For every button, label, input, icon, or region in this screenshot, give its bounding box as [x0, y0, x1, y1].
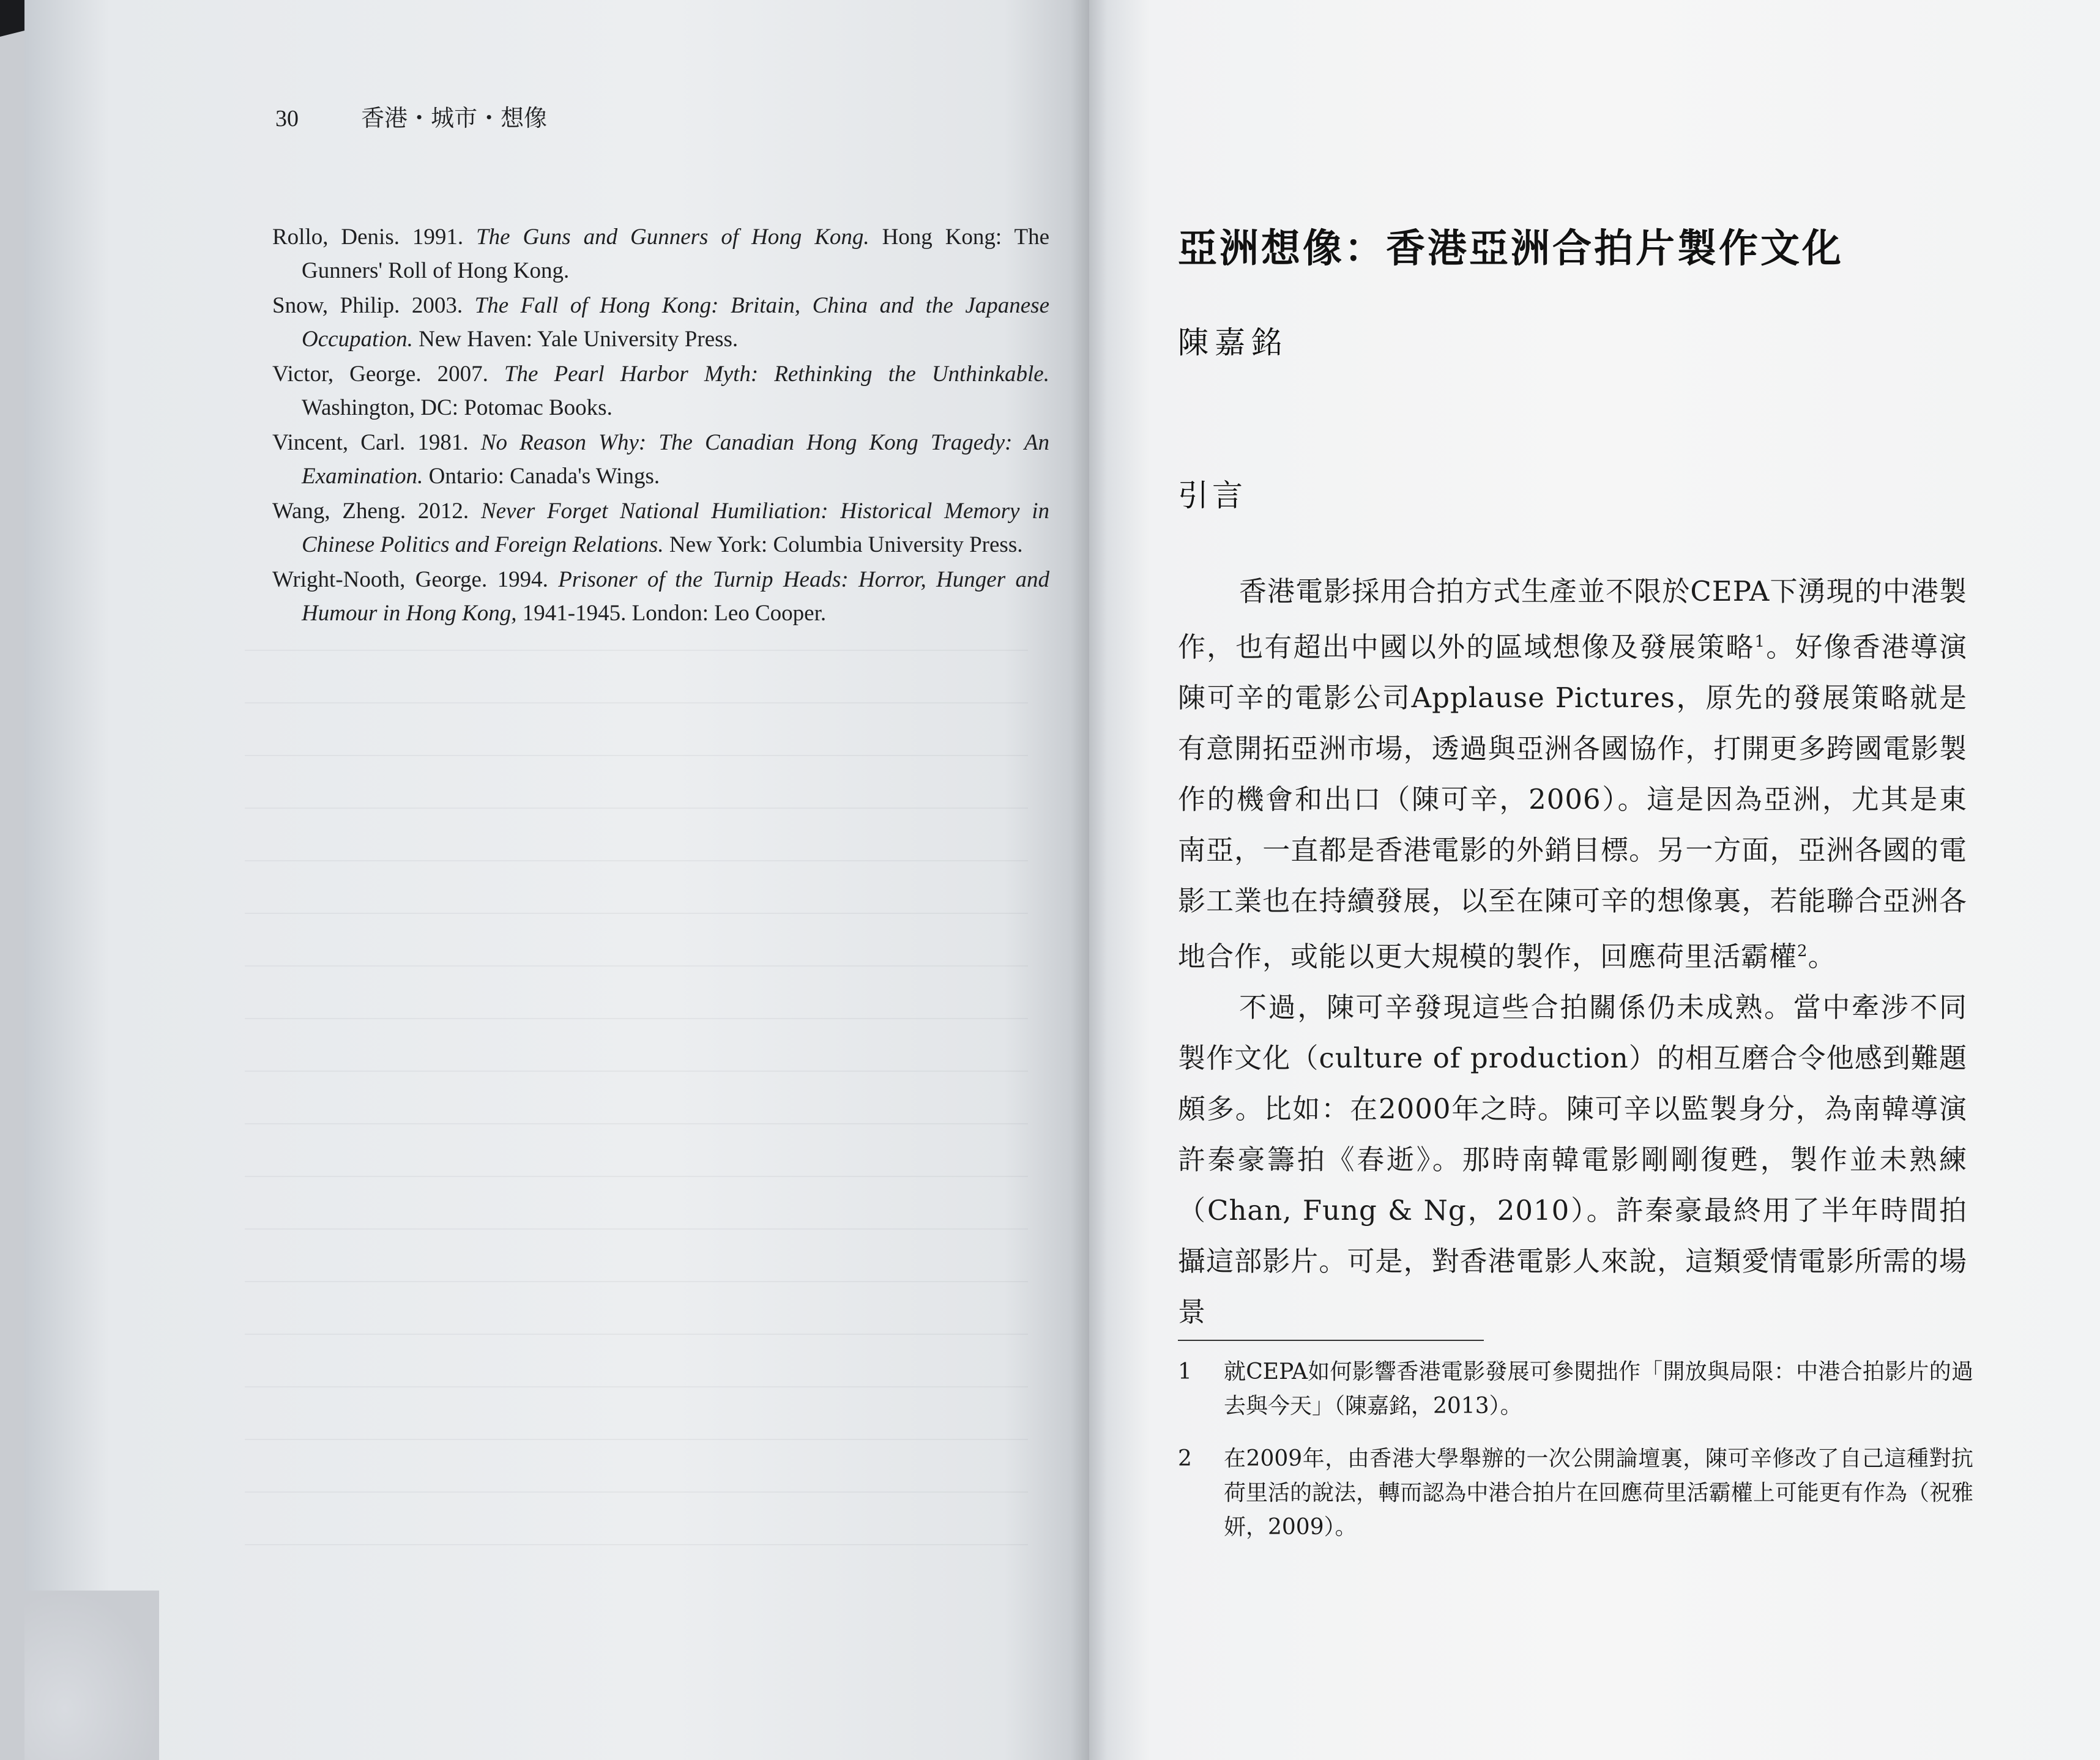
footnote-divider — [1178, 1340, 1484, 1341]
reference-title: The Pearl Harbor Myth: Rethinking the Unthinkable. — [504, 362, 1049, 387]
footnote-ref: 2 — [1797, 942, 1808, 960]
reference-author: Vincent, Carl. 1981. — [272, 430, 481, 455]
book-title: 香港・城市・想像 — [361, 105, 548, 132]
footnote-number: 1 — [1178, 1359, 1192, 1384]
reference-list — [272, 220, 1049, 631]
paragraph-text: 。好像香港導演陳可辛的電影公司Applause Pictures，原先的發展策略就是有意開拓亞洲市場，透過與亞洲各國協作，打開更多跨國電影製作的機會和出口（陳可辛，2006）。這是因為亞洲，尤其是東南亞，一直都是香港電影的外銷目標。另一方面，亞洲各國的電影工業也在持續發展，以至在陳可辛的想像裏，若能聯合亞洲各地合作，或能以更大規模的製作，回應荷里活霸權 — [1178, 631, 1967, 973]
reference-publisher: Washington, DC: Potomac Books. — [302, 395, 612, 420]
reference-entry — [272, 220, 1049, 288]
reference-publisher: New Haven: Yale University Press. — [412, 327, 739, 352]
footnote-text: 就CEPA如何影響香港電影發展可參閱拙作「開放與局限：中港合拍影片的過去與今天」（陳嘉銘，2013）。 — [1224, 1359, 1973, 1419]
reference-publisher: 1941-1945. London: Leo Cooper. — [516, 601, 827, 626]
reference-publisher: Ontario: Canada's Wings. — [423, 464, 660, 489]
reference-entry — [272, 357, 1049, 425]
section-heading: 引言 — [1178, 478, 1246, 513]
chapter-body — [1178, 566, 1967, 1337]
reference-author: Wang, Zheng. 2012. — [272, 499, 481, 524]
chapter-title: 亞洲想像：香港亞洲合拍片製作文化 — [1178, 226, 1844, 272]
body-paragraph — [1178, 566, 1967, 982]
reference-author: Victor, George. 2007. — [272, 362, 504, 387]
paragraph-text: 香港電影採用合拍方式生產並不限於CEPA下湧現的中港製作，也有超出中國以外的區域想像及發展策略 — [1178, 575, 1967, 663]
bleed-through-text — [245, 612, 1028, 1559]
reference-author: Rollo, Denis. 1991. — [272, 225, 477, 250]
footnote-ref: 1 — [1754, 633, 1766, 651]
reference-title: The Guns and Gunners of Hong Kong. — [476, 225, 869, 250]
reference-entry — [272, 289, 1049, 356]
reference-title: No Reason Why: The Canadian Hong Kong Tragedy: An Examination. — [302, 430, 1050, 489]
reference-author: Snow, Philip. 2003. — [272, 293, 475, 318]
reference-entry — [272, 426, 1049, 493]
footnote — [1178, 1355, 1973, 1424]
footnotes — [1178, 1355, 1973, 1563]
reference-entry — [272, 563, 1049, 630]
book-gutter — [1071, 0, 1108, 1760]
reference-author: Wright-Nooth, George. 1994. — [272, 567, 559, 592]
paragraph-text: 。 — [1808, 940, 1836, 973]
reference-title: The Fall of Hong Kong: Britain, China and the Japanese Occupation. — [302, 293, 1050, 352]
reference-entry — [272, 494, 1049, 562]
page-number: 30 — [275, 106, 299, 132]
reference-publisher: Hong Kong: The Gunners' Roll of Hong Kong. — [302, 225, 1049, 283]
left-running-head — [275, 99, 547, 133]
body-paragraph: 不過，陳可辛發現這些合拍關係仍未成熟。當中牽涉不同製作文化（culture of production）的相互磨合令他感到難題頗多。比如：在2000年之時。陳可辛以監製身分，為南韓導演許秦豪籌拍《春逝》。那時南韓電影剛剛復甦，製作並未熟練（Chan, Fung & Ng，2010）。許秦豪最終用了半年時間拍攝這部影片。可是，對香港電影人來說，這類愛情電影所需的場景 — [1178, 991, 1967, 1328]
footnote-text: 在2009年，由香港大學舉辦的一次公開論壇裏，陳可辛修改了自己這種對抗荷里活的說法，轉而認為中港合拍片在回應荷里活霸權上可能更有作為（祝雅妍，2009）。 — [1224, 1446, 1973, 1540]
reference-publisher: New York: Columbia University Press. — [663, 532, 1023, 557]
reference-title: Never Forget National Humiliation: Historical Memory in Chinese Politics and Foreign Relations. — [302, 499, 1050, 557]
chapter-author: 陳嘉銘 — [1178, 325, 1288, 360]
reference-title: Prisoner of the Turnip Heads: Horror, Hunger and Humour in Hong Kong, — [302, 567, 1049, 626]
footnote — [1178, 1442, 1973, 1545]
footnote-number: 2 — [1178, 1446, 1192, 1471]
page-shadow — [24, 1591, 159, 1760]
